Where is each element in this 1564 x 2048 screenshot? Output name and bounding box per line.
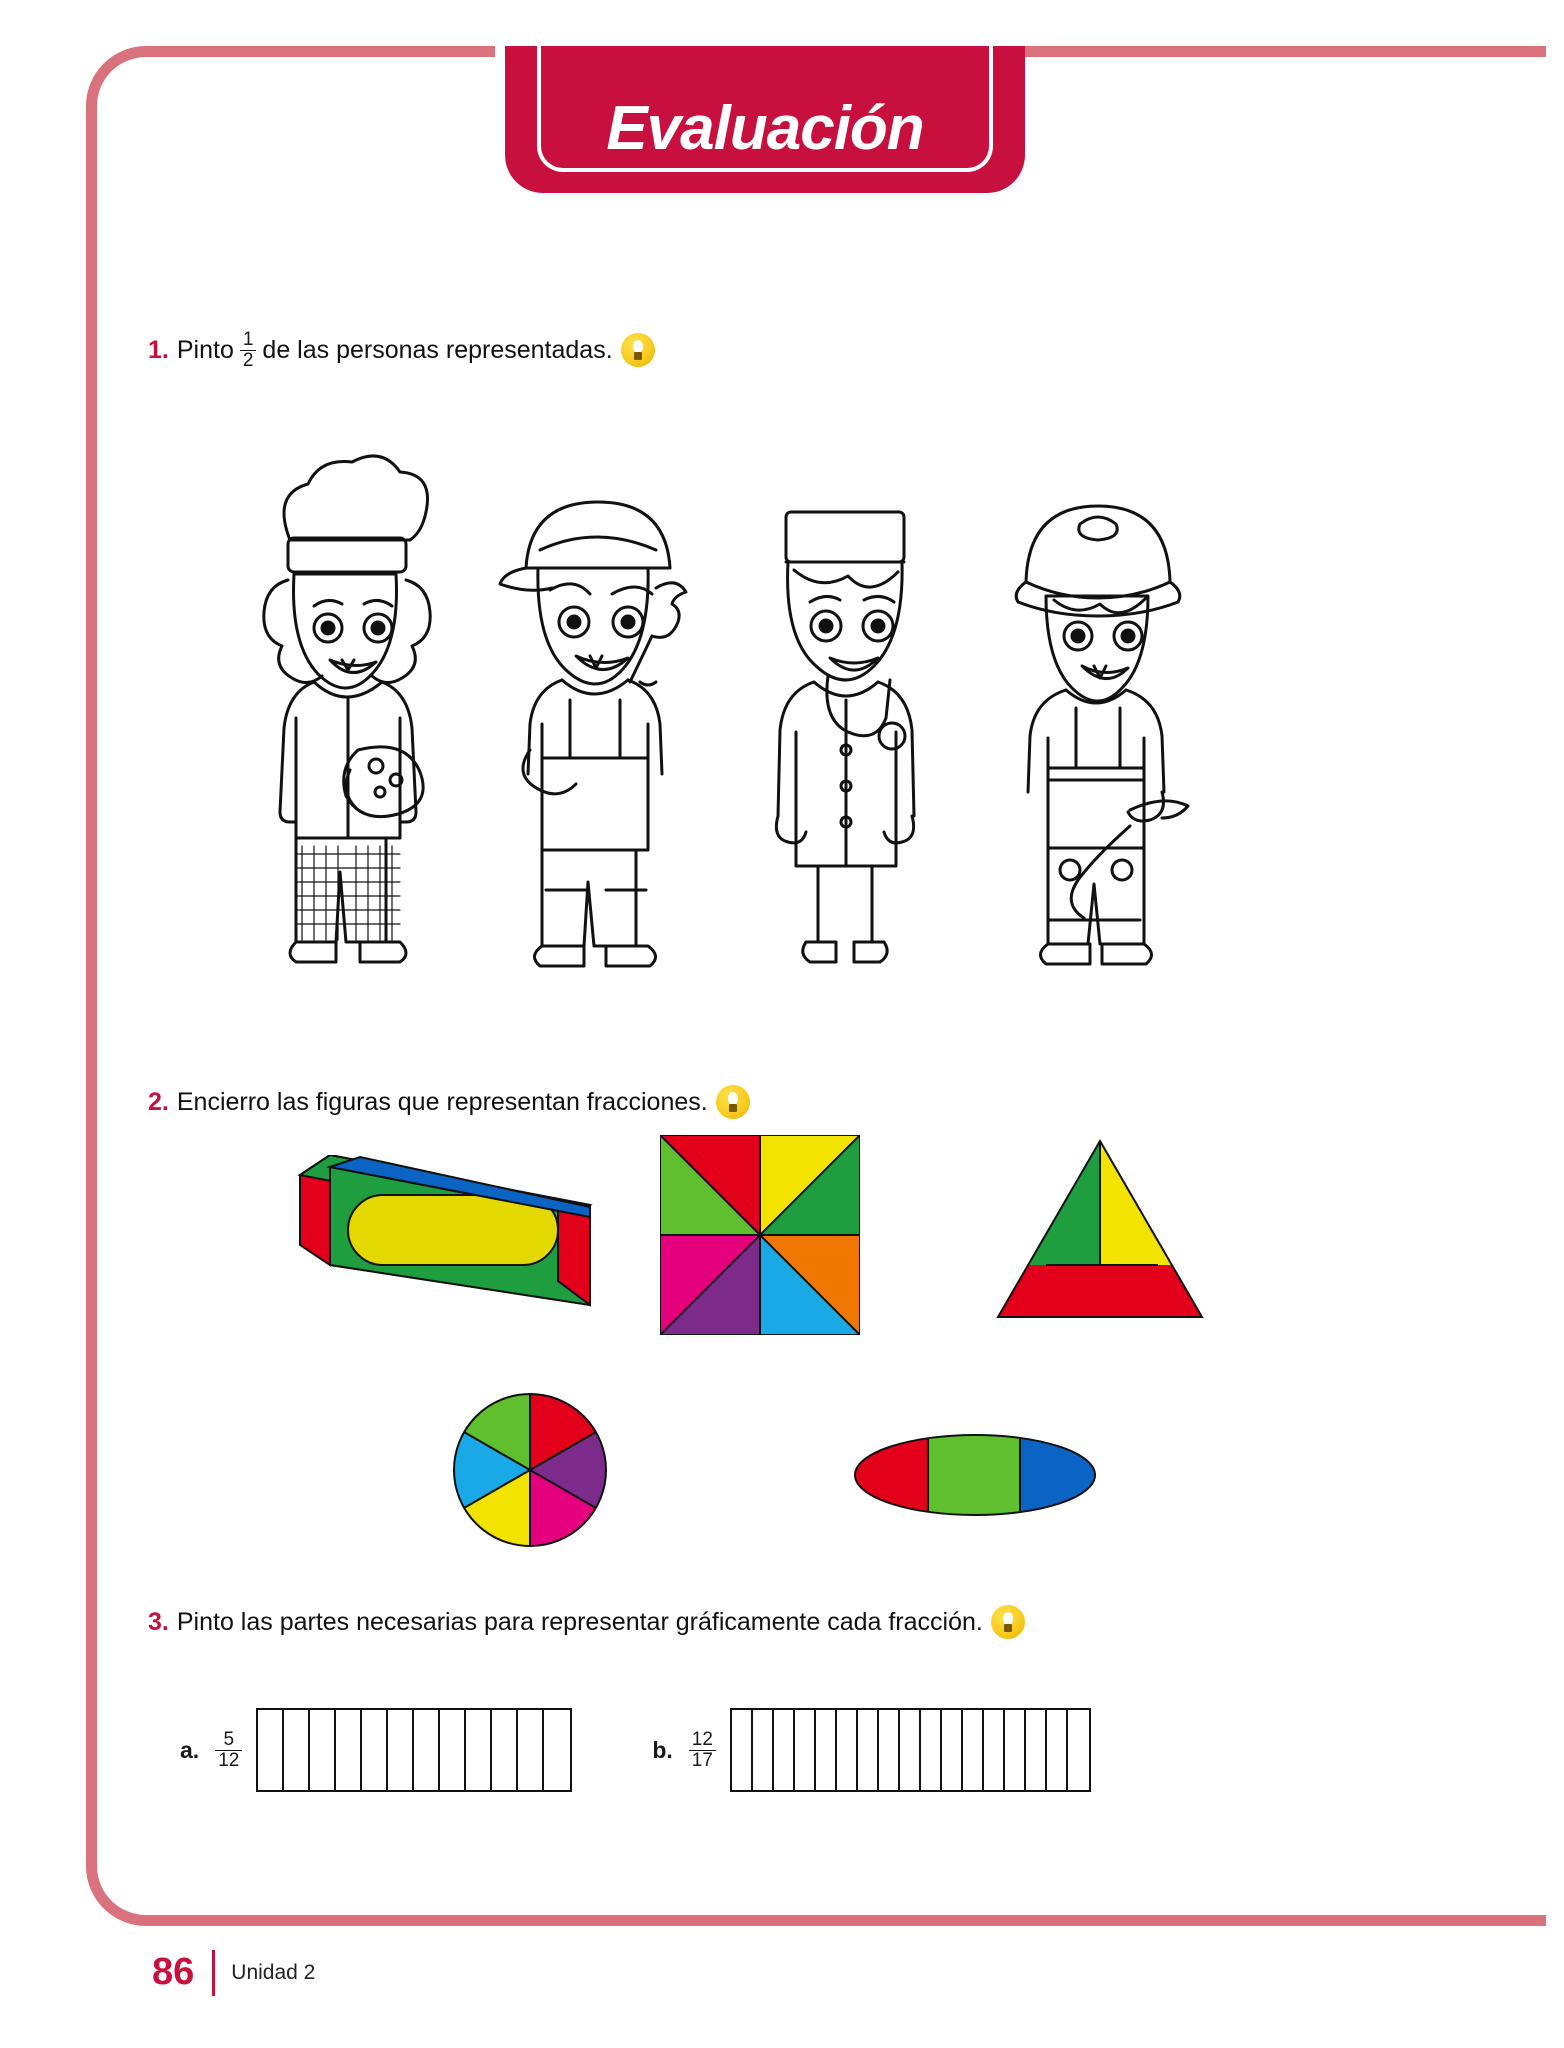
fraction-cell[interactable] <box>900 1710 921 1790</box>
question-3-item-b <box>652 1708 1091 1792</box>
figure-triangle-bands[interactable] <box>990 1135 1210 1325</box>
question-3-item-a <box>180 1708 572 1792</box>
fraction-cell[interactable] <box>753 1710 774 1790</box>
fraction-cell[interactable] <box>984 1710 1005 1790</box>
figure-pinwheel-square[interactable] <box>660 1135 860 1335</box>
fraction-cell[interactable] <box>795 1710 816 1790</box>
fraction-cell[interactable] <box>1068 1710 1089 1790</box>
fraction-cell[interactable] <box>284 1710 310 1790</box>
fraction-cell[interactable] <box>858 1710 879 1790</box>
figure-mechanic-boy[interactable] <box>480 450 710 990</box>
item-b-fraction <box>689 1730 716 1771</box>
question-1 <box>148 330 1248 371</box>
footer-unit-label: Unidad 2 <box>231 1960 316 1984</box>
page-number: 86 <box>140 1950 215 1996</box>
fraction-cell[interactable] <box>816 1710 837 1790</box>
fraction-cell[interactable] <box>837 1710 858 1790</box>
fraction-cell[interactable] <box>1026 1710 1047 1790</box>
question-1-fraction <box>240 330 257 371</box>
fraction-cell[interactable] <box>963 1710 984 1790</box>
fraction-denominator: 17 <box>689 1750 716 1771</box>
fraction-cell[interactable] <box>414 1710 440 1790</box>
figure-doctor-girl[interactable] <box>730 450 960 990</box>
fraction-cell[interactable] <box>440 1710 466 1790</box>
fraction-cell[interactable] <box>1005 1710 1026 1790</box>
fraction-numerator: 12 <box>691 1728 713 1750</box>
fraction-denominator: 12 <box>215 1750 242 1771</box>
fraction-cell[interactable] <box>732 1710 753 1790</box>
question-2-number: 2. <box>148 1087 169 1116</box>
question-2-text: Encierro las figuras que representan fracciones. <box>176 1087 708 1116</box>
fraction-strip-a[interactable] <box>256 1708 572 1792</box>
page-title: Evaluación <box>606 94 924 163</box>
fraction-cell[interactable] <box>466 1710 492 1790</box>
item-a-fraction <box>215 1730 242 1771</box>
figure-chef-girl[interactable] <box>230 450 460 990</box>
fraction-cell[interactable] <box>362 1710 388 1790</box>
question-3-text: Pinto las partes necesarias para representar gráficamente cada fracción. <box>176 1607 983 1636</box>
figure-pie-circle[interactable] <box>450 1390 610 1550</box>
item-a-letter: a. <box>180 1736 200 1763</box>
fraction-cell[interactable] <box>336 1710 362 1790</box>
fraction-cell[interactable] <box>492 1710 518 1790</box>
page-footer <box>140 1950 315 1996</box>
figure-rectangular-prism[interactable] <box>290 1155 620 1345</box>
question-1-number: 1. <box>148 335 169 364</box>
question-3-number: 3. <box>148 1607 169 1636</box>
question-1-text-after: de las personas representadas. <box>262 335 613 364</box>
item-b-letter: b. <box>652 1736 673 1763</box>
fraction-cell[interactable] <box>518 1710 544 1790</box>
question-2-figures <box>230 1135 1350 1575</box>
fraction-cell[interactable] <box>388 1710 414 1790</box>
fraction-cell[interactable] <box>258 1710 284 1790</box>
fraction-cell[interactable] <box>921 1710 942 1790</box>
fraction-numerator: 5 <box>223 1728 235 1750</box>
fraction-cell[interactable] <box>942 1710 963 1790</box>
fraction-cell[interactable] <box>1047 1710 1068 1790</box>
lightbulb-icon <box>991 1605 1025 1639</box>
lightbulb-icon <box>621 333 655 367</box>
fraction-cell[interactable] <box>544 1710 570 1790</box>
question-2 <box>148 1085 1248 1119</box>
question-1-figures <box>230 450 1310 990</box>
fraction-strip-b[interactable] <box>730 1708 1091 1792</box>
fraction-numerator: 1 <box>242 329 254 350</box>
figure-firefighter-boy[interactable] <box>980 450 1210 990</box>
lightbulb-icon <box>716 1085 750 1119</box>
fraction-cell[interactable] <box>310 1710 336 1790</box>
question-1-text-before: Pinto <box>176 335 234 364</box>
fraction-cell[interactable] <box>879 1710 900 1790</box>
fraction-denominator: 2 <box>240 350 257 371</box>
question-3 <box>148 1605 1348 1639</box>
fraction-cell[interactable] <box>774 1710 795 1790</box>
figure-ellipse-bands[interactable] <box>850 1420 1100 1530</box>
question-3-items <box>180 1690 1380 1810</box>
